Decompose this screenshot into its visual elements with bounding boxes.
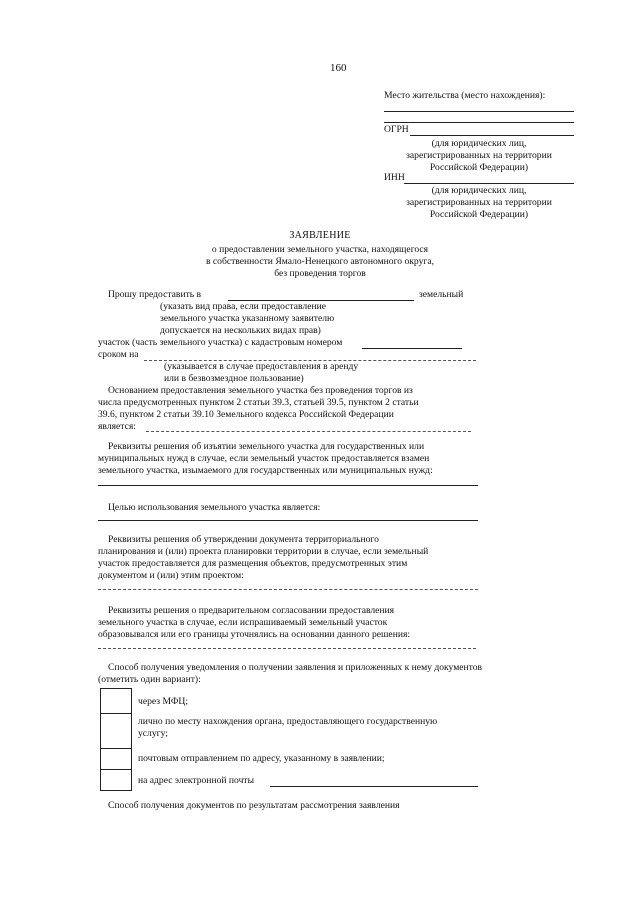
notification-line-1: Способ получения уведомления о получении заявления и приложенных к нему документов [108,662,483,673]
heading-line-3: без проведения торгов [274,268,366,279]
parcel-line: участок (часть земельного участка) с кадастровым номером [98,337,343,348]
right-type-hint-3: допускается на нескольких видах прав) [160,325,321,336]
term-hint-2: или в безвозмездное пользование) [164,373,304,384]
right-type-hint-2: земельного участка указанному заявителю [160,313,335,324]
planning-line-2: планирования и (или) проекта планировки территории в случае, если земельный [98,546,429,557]
inn-label: ИНН [384,172,405,183]
preliminary-line-2: земельного участка в случае, если испрашиваемый земельный участок [98,617,388,628]
option-email-label: на адрес электронной почты [138,775,255,786]
ogrn-label: ОГРН [384,124,409,135]
page-number: 160 [330,62,347,74]
heading-line-1: о предоставлении земельного участка, находящегося [211,244,429,255]
option-in-person-label: лично по месту нахождения органа, предоставляющего государственную [138,716,438,727]
planning-line-1: Реквизиты решения об утверждении документа территориального [108,534,379,545]
email-address-field[interactable] [270,786,478,787]
preliminary-line-1: Реквизиты решения о предварительном согласовании предоставления [108,605,395,616]
residence-line-1[interactable] [384,111,574,112]
inn-note-2: зарегистрированных на территории [406,197,552,208]
purpose-field[interactable] [98,520,478,521]
preliminary-field[interactable] [98,648,476,649]
request-start: Прошу предоставить в [108,289,202,300]
cadastral-number-field[interactable] [362,348,462,349]
withdrawal-line-3: земельного участка, изымаемого для государственных или муниципальных нужд: [98,465,433,476]
planning-field[interactable] [98,589,478,590]
inn-field[interactable] [404,183,574,184]
option-in-person-label-2: услугу; [138,728,168,739]
basis-field[interactable] [146,431,471,432]
basis-line-1: Основанием предоставления земельного участка без проведения торгов из [108,385,413,396]
withdrawal-field[interactable] [98,485,478,486]
option-post-label: почтовым отправлением по адресу, указанному в заявлении; [138,753,385,764]
residence-label: Место жительства (место нахождения): [384,90,546,101]
ogrn-note-1: (для юридических лиц, [431,138,527,149]
option-post-checkbox[interactable] [100,748,132,770]
planning-line-4: документом и (или) этим проектом: [98,570,244,581]
option-email-checkbox[interactable] [100,769,132,791]
term-hint-1: (указывается в случае предоставления в аренду [164,361,359,372]
documents-method-line: Способ получения документов по результатам рассмотрения заявления [108,800,400,811]
inn-note-3: Российской Федерации) [429,209,529,220]
ogrn-note-2: зарегистрированных на территории [406,150,552,161]
option-mfc-label: через МФЦ; [138,696,189,707]
purpose-line: Целью использования земельного участка является: [108,502,321,513]
heading-line-2: в собственности Ямало-Ненецкого автономного округа, [205,256,434,267]
basis-line-4: является: [98,421,136,432]
document-title: ЗАЯВЛЕНИЕ [289,230,351,241]
planning-line-3: участок предоставляется для размещения объектов, предусмотренных этим [98,558,408,569]
withdrawal-line-1: Реквизиты решения об изъятии земельного участка для государственных или [108,441,425,452]
notification-line-2: (отметить один вариант): [98,674,201,685]
term-label: сроком на [98,349,139,360]
request-end: земельный [419,289,464,300]
ogrn-field[interactable] [410,135,574,136]
basis-line-2: числа предусмотренных пунктом 2 статьи 39.3, статьей 39.5, пунктом 2 статьи [98,397,419,408]
preliminary-line-3: образовывался или его границы уточнялись на основании данного решения: [98,629,411,640]
ogrn-note-3: Российской Федерации) [429,162,529,173]
option-mfc-checkbox[interactable] [100,688,132,714]
basis-line-3: 39.6, пунктом 2 статьи 39.10 Земельного кодекса Российской Федерации [98,409,394,420]
option-in-person-checkbox[interactable] [100,713,132,749]
right-type-hint-1: (указать вид права, если предоставление [160,301,326,312]
residence-line-2[interactable] [384,122,574,123]
inn-note-1: (для юридических лиц, [431,185,527,196]
withdrawal-line-2: муниципальных нужд в случае, если земельный участок предоставляется взамен [98,453,430,464]
